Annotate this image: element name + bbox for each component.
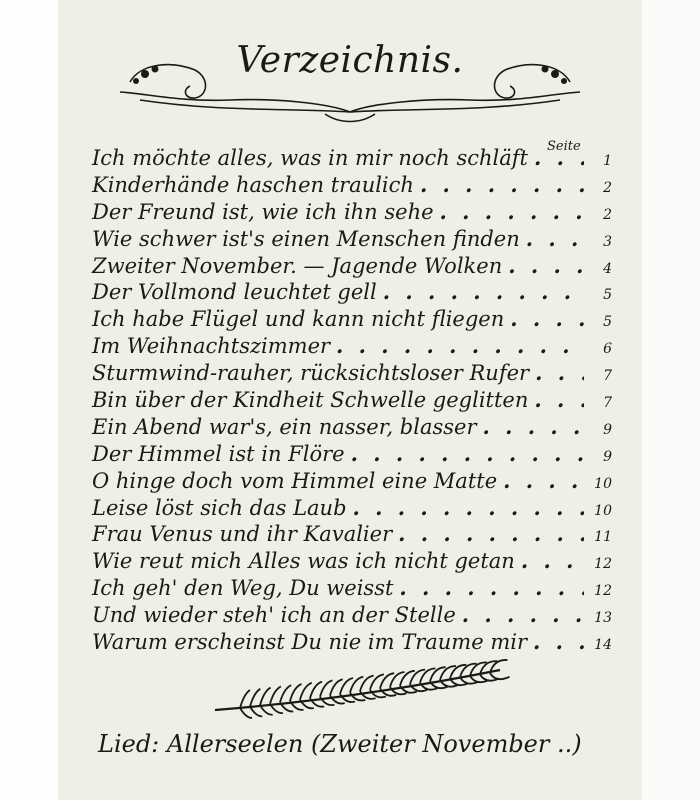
toc-entry-page: 7 [603,395,612,412]
toc-entry-page: 12 [594,556,612,573]
toc-entry-title: Leise löst sich das Laub [92,495,347,520]
dot-leader [420,172,584,197]
dot-leader [462,602,584,627]
toc-entry-page: 5 [603,287,612,304]
toc-entry-page: 5 [603,314,612,331]
toc-entry-page: 2 [603,179,612,196]
dot-leader [534,145,584,170]
toc-entry-title: Zweiter November. — Jagende Wolken [92,253,503,278]
page-column-label: Seite [547,139,581,154]
dot-leader [535,360,584,385]
toc-entry [92,441,612,468]
toc-entry-title: Der Vollmond leuchtet gell [92,280,377,305]
toc-entry-title: Bin über der Kindheit Schwelle geglitten [92,388,529,413]
toc-entry [92,333,612,360]
footer-song-title: Lied: Allerseelen (Zweiter November ..) [98,730,582,758]
toc-entry [92,360,612,387]
toc-entry [92,521,612,548]
toc-entry-page: 1 [603,153,612,169]
toc-entry [92,279,612,306]
toc-entry-title: Frau Venus und ihr Kavalier [92,522,393,547]
dot-leader [398,521,584,546]
toc-entry-title: Ich geh' den Weg, Du weisst [92,576,394,601]
toc-entry [92,253,612,280]
toc-entry [92,226,612,253]
toc-entry [92,387,612,414]
toc-entry [92,172,612,199]
toc-entry-page: 10 [594,475,612,492]
toc-entry-page: 10 [594,502,612,519]
toc-entry-page: 12 [594,583,612,600]
toc-entry-page: 13 [594,610,612,627]
toc-list [92,145,612,656]
dot-leader [533,629,584,654]
page-title: Verzeichnis. [236,40,464,81]
toc-entry-page: 9 [603,421,612,438]
toc-entry-title: Ein Abend war's, ein nasser, blasser [92,414,477,439]
toc-entry-page: 3 [603,233,612,250]
dot-leader [336,333,584,358]
toc-entry-page: 2 [603,206,612,223]
feather-ornament [210,652,510,732]
toc-entry-page: 14 [594,637,612,654]
dot-leader [521,548,584,573]
toc-entry [92,306,612,333]
dot-leader [399,575,584,600]
dot-leader [508,253,584,278]
dot-leader [440,199,584,224]
toc-entry [92,548,612,575]
toc-entry-title: Der Freund ist, wie ich ihn sehe [92,199,434,224]
dot-leader [526,226,584,251]
dot-leader [353,495,584,520]
page-margin [642,0,700,800]
toc-entry [92,495,612,522]
dot-leader [510,306,584,331]
toc-entry-page: 4 [603,260,612,277]
toc-entry-page: 9 [603,448,612,465]
toc-entry-title: Kinderhände haschen traulich [92,172,414,197]
dot-leader [534,387,584,412]
dot-leader [483,414,584,439]
toc-entry-title: Im Weihnachtszimmer [92,334,331,359]
toc-entry [92,414,612,441]
toc-entry-title: Wie schwer ist's einen Menschen finden [92,226,520,251]
toc-entry-page: 7 [603,368,612,385]
toc-entry-title: Sturmwind-rauher, rücksichtsloser Rufer [92,361,530,386]
toc-entry [92,468,612,495]
toc-entry-title: Warum erscheinst Du nie im Traume mir [92,630,527,655]
toc-entry [92,199,612,226]
dot-leader [503,468,584,493]
toc-entry-title: Ich möchte alles, was in mir noch schläft [92,146,528,170]
toc-entry [92,602,612,629]
toc-entry-page: 11 [594,529,612,546]
toc-entry-title: Und wieder steh' ich an der Stelle [92,603,456,628]
dot-leader [383,279,584,304]
toc-entry [92,145,612,172]
toc-entry-title: O hinge doch vom Himmel eine Matte [92,468,498,493]
toc-entry-title: Wie reut mich Alles was ich nicht getan [92,549,515,574]
toc-entry [92,575,612,602]
toc-entry-page: 6 [603,341,612,358]
toc-entry-title: Ich habe Flügel und kann nicht fliegen [92,307,505,332]
toc-entry-title: Der Himmel ist in Flöre [92,441,345,466]
dot-leader [351,441,584,466]
